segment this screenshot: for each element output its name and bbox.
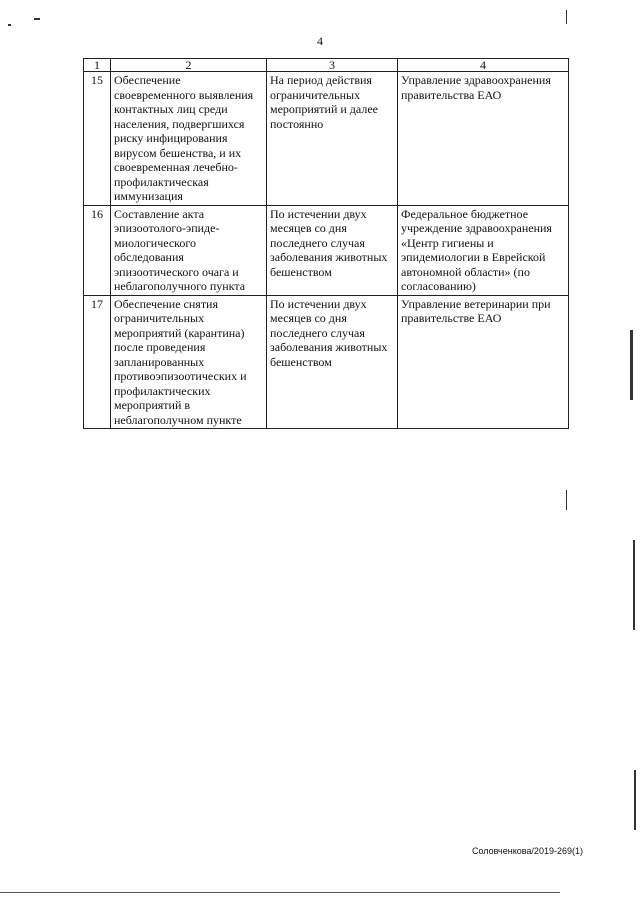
- footer-rule: [0, 892, 560, 893]
- document-code: Соловченкова/2019-269(1): [472, 846, 583, 856]
- scan-artifact: [634, 770, 636, 830]
- measure-description: Обеспечение своевременного выявления контактных лиц среди населения, подвергшихся риску инфицирования вирусом бешенства, и их своевременная лечебно-профилактическая иммунизация: [111, 72, 267, 206]
- row-number: 15: [84, 72, 111, 206]
- scan-artifact: [630, 330, 633, 400]
- table-row: [84, 72, 569, 206]
- measure-description: Составление акта эпизоотолого-эпиде-миологического обследования эпизоотического очага и неблагополучного пункта: [111, 205, 267, 295]
- column-header-2: 2: [111, 59, 267, 72]
- scan-artifact: [566, 490, 567, 510]
- column-header-4: 4: [398, 59, 569, 72]
- scan-artifact: [566, 10, 567, 24]
- scan-artifact: [34, 18, 40, 20]
- measure-description: Обеспечение снятия ограничительных мероприятий (карантина) после проведения запланированных противоэпизоотических и профилактических мероприятий в неблагополучном пункте: [111, 295, 267, 429]
- column-header-1: 1: [84, 59, 111, 72]
- measure-term: По истечении двух месяцев со дня последнего случая заболевания животных бешенством: [267, 295, 398, 429]
- column-header-3: 3: [267, 59, 398, 72]
- table-header-row: [84, 59, 569, 72]
- row-number: 17: [84, 295, 111, 429]
- measure-term: По истечении двух месяцев со дня последнего случая заболевания животных бешенством: [267, 205, 398, 295]
- scan-artifact: [633, 540, 635, 630]
- table-row: [84, 295, 569, 429]
- measure-term: На период действия ограничительных мероприятий и далее постоянно: [267, 72, 398, 206]
- measure-responsible: Управление ветеринарии при правительстве ЕАО: [398, 295, 569, 429]
- table-row: [84, 205, 569, 295]
- measure-responsible: Федеральное бюджетное учреждение здравоохранения «Центр гигиены и эпидемиологии в Еврейской автономной области» (по согласованию): [398, 205, 569, 295]
- measures-table: [83, 58, 569, 429]
- measure-responsible: Управление здравоохранения правительства ЕАО: [398, 72, 569, 206]
- row-number: 16: [84, 205, 111, 295]
- page-number: 4: [317, 34, 323, 48]
- scan-artifact: [8, 24, 11, 26]
